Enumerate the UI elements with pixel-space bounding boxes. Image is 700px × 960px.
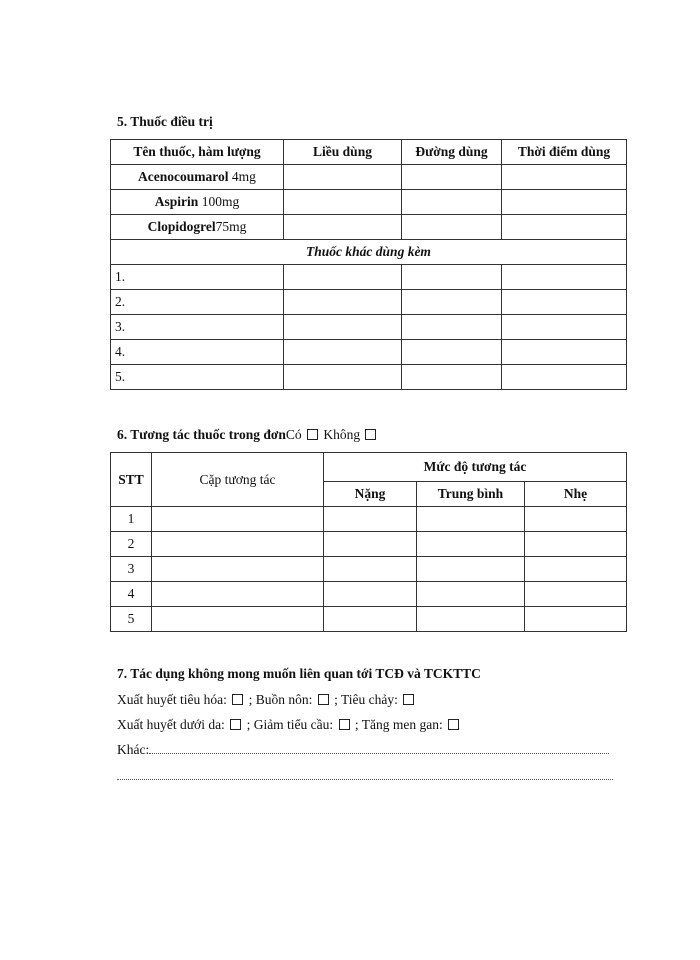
liver-enzyme-checkbox[interactable] [448, 719, 459, 730]
interaction-row [111, 507, 627, 532]
other-drug-number[interactable]: 5. [111, 365, 284, 390]
route-cell[interactable] [402, 290, 502, 315]
severe-cell[interactable] [324, 532, 417, 557]
mild-cell[interactable] [525, 607, 627, 632]
severe-cell[interactable] [324, 557, 417, 582]
other-drugs-row [111, 240, 627, 265]
col-pair: Cặp tương tác [152, 453, 324, 507]
route-cell[interactable] [402, 315, 502, 340]
mild-cell[interactable] [525, 557, 627, 582]
liver-enzyme-label: ; Tăng men gan: [354, 717, 443, 732]
route-cell[interactable] [402, 165, 502, 190]
interaction-header-row [111, 453, 627, 482]
row-number: 1 [111, 507, 152, 532]
dosage-cell[interactable] [284, 265, 402, 290]
timing-cell[interactable] [502, 290, 627, 315]
section6-heading: 6. Tương tác thuốc trong đơn [117, 427, 286, 442]
timing-cell[interactable] [502, 365, 627, 390]
row-number: 2 [111, 532, 152, 557]
row-number: 5 [111, 607, 152, 632]
col-level-severe: Nặng [324, 482, 417, 507]
moderate-cell[interactable] [417, 507, 525, 532]
moderate-cell[interactable] [417, 582, 525, 607]
route-cell[interactable] [402, 340, 502, 365]
drug-name: Aspirin [154, 194, 199, 209]
medication-header-row [111, 140, 627, 165]
severe-cell[interactable] [324, 607, 417, 632]
pair-cell[interactable] [152, 507, 324, 532]
other-drug-row [111, 290, 627, 315]
timing-cell[interactable] [502, 190, 627, 215]
route-cell[interactable] [402, 190, 502, 215]
severe-cell[interactable] [324, 507, 417, 532]
section7-heading: 7. Tác dụng không mong muốn liên quan tới TCĐ và TCKTTC [117, 666, 481, 681]
nausea-label: ; Buồn nôn: [248, 692, 313, 707]
other-effects-label: Khác: [117, 742, 150, 757]
other-drug-row [111, 315, 627, 340]
gi-bleeding-label: Xuất huyết tiêu hóa: [117, 692, 227, 707]
other-drug-number[interactable]: 3. [111, 315, 284, 340]
pair-cell[interactable] [152, 557, 324, 582]
section5-heading: 5. Thuốc điều trị [117, 114, 213, 129]
other-effects-line [117, 742, 609, 758]
moderate-cell[interactable] [417, 607, 525, 632]
interaction-row [111, 557, 627, 582]
medication-table [110, 139, 627, 390]
skin-bleeding-label: Xuất huyết dưới da: [117, 717, 225, 732]
diarrhea-label: ; Tiêu chảy: [334, 692, 398, 707]
drug-row [111, 190, 627, 215]
drug-cell [111, 165, 284, 190]
severe-cell[interactable] [324, 582, 417, 607]
drug-name: Clopidogrel [147, 219, 216, 234]
no-label: Không [323, 427, 361, 442]
thrombocytopenia-checkbox[interactable] [339, 719, 350, 730]
dosage-cell[interactable] [284, 165, 402, 190]
drug-row [111, 165, 627, 190]
mild-cell[interactable] [525, 532, 627, 557]
col-level-mild: Nhẹ [525, 482, 627, 507]
drug-name: Acenocoumarol [138, 169, 229, 184]
timing-cell[interactable] [502, 215, 627, 240]
route-cell[interactable] [402, 215, 502, 240]
yes-checkbox[interactable] [307, 429, 318, 440]
route-cell[interactable] [402, 365, 502, 390]
other-effects-field-2[interactable] [117, 769, 613, 780]
other-drug-number[interactable]: 2. [111, 290, 284, 315]
other-drugs-label: Thuốc khác dùng kèm [111, 240, 627, 265]
timing-cell[interactable] [502, 265, 627, 290]
other-drug-number[interactable]: 4. [111, 340, 284, 365]
drug-cell [111, 215, 284, 240]
col-level-moderate: Trung bình [417, 482, 525, 507]
dosage-cell[interactable] [284, 290, 402, 315]
drug-dose: 100mg [201, 194, 240, 209]
interaction-row [111, 532, 627, 557]
section6-heading-line [117, 427, 378, 443]
drug-row [111, 215, 627, 240]
row-number: 4 [111, 582, 152, 607]
interaction-row [111, 582, 627, 607]
mild-cell[interactable] [525, 507, 627, 532]
drug-dose: 75mg [215, 219, 247, 234]
col-route: Đường dùng [402, 140, 502, 165]
col-stt: STT [111, 453, 152, 507]
pair-cell[interactable] [152, 607, 324, 632]
nausea-checkbox[interactable] [318, 694, 329, 705]
adverse-effects-line-2 [117, 717, 461, 733]
col-level: Mức độ tương tác [324, 453, 627, 482]
pair-cell[interactable] [152, 582, 324, 607]
dosage-cell[interactable] [284, 365, 402, 390]
mild-cell[interactable] [525, 582, 627, 607]
dosage-cell[interactable] [284, 215, 402, 240]
other-drug-row [111, 265, 627, 290]
timing-cell[interactable] [502, 315, 627, 340]
col-drug-name: Tên thuốc, hàm lượng [111, 140, 284, 165]
diarrhea-checkbox[interactable] [403, 694, 414, 705]
timing-cell[interactable] [502, 165, 627, 190]
no-checkbox[interactable] [365, 429, 376, 440]
dosage-cell[interactable] [284, 340, 402, 365]
row-number: 3 [111, 557, 152, 582]
interaction-table [110, 452, 627, 632]
route-cell[interactable] [402, 265, 502, 290]
moderate-cell[interactable] [417, 532, 525, 557]
other-drug-row [111, 365, 627, 390]
other-drug-number[interactable]: 1. [111, 265, 284, 290]
moderate-cell[interactable] [417, 557, 525, 582]
drug-cell [111, 190, 284, 215]
dosage-cell[interactable] [284, 315, 402, 340]
interaction-row [111, 607, 627, 632]
other-drug-row [111, 340, 627, 365]
other-effects-line-2 [117, 768, 613, 784]
yes-label: Có [285, 427, 302, 442]
pair-cell[interactable] [152, 532, 324, 557]
dosage-cell[interactable] [284, 190, 402, 215]
col-dosage: Liều dùng [284, 140, 402, 165]
thrombocytopenia-label: ; Giảm tiểu cầu: [246, 717, 334, 732]
drug-dose: 4mg [231, 169, 256, 184]
other-effects-field[interactable] [149, 743, 609, 754]
adverse-effects-line-1 [117, 692, 416, 708]
col-timing: Thời điểm dùng [502, 140, 627, 165]
skin-bleeding-checkbox[interactable] [230, 719, 241, 730]
gi-bleeding-checkbox[interactable] [232, 694, 243, 705]
timing-cell[interactable] [502, 340, 627, 365]
